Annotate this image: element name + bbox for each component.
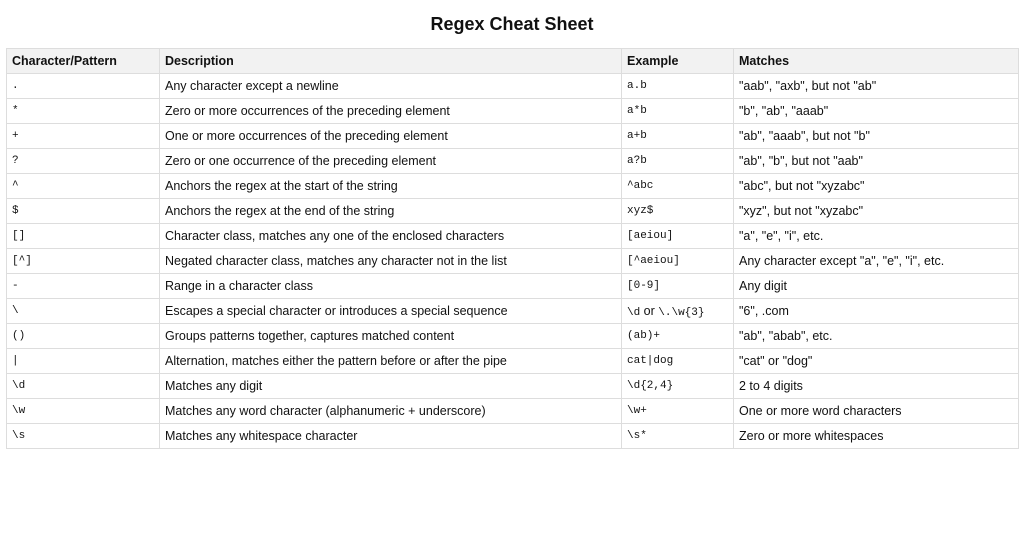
matches-cell: Any character except "a", "e", "i", etc. (734, 249, 1019, 274)
table-row (7, 399, 1019, 424)
pattern-cell: ^ (7, 174, 160, 199)
example-cell: a?b (622, 149, 734, 174)
example-code: \.\w{3} (658, 306, 705, 319)
matches-cell: "b", "ab", "aaab" (734, 99, 1019, 124)
example-cell: \d{2,4} (622, 374, 734, 399)
pattern-cell: \d (7, 374, 160, 399)
description-cell: One or more occurrences of the preceding element (160, 124, 622, 149)
description-cell: Character class, matches any one of the enclosed characters (160, 224, 622, 249)
table-row (7, 424, 1019, 449)
table-row (7, 74, 1019, 99)
table-row (7, 274, 1019, 299)
matches-cell: Zero or more whitespaces (734, 424, 1019, 449)
description-cell: Groups patterns together, captures matched content (160, 324, 622, 349)
example-cell: cat|dog (622, 349, 734, 374)
table-row (7, 149, 1019, 174)
pattern-cell: \w (7, 399, 160, 424)
description-cell: Anchors the regex at the end of the string (160, 199, 622, 224)
column-header-description: Description (160, 49, 622, 74)
regex-table (6, 48, 1019, 449)
description-cell: Range in a character class (160, 274, 622, 299)
matches-cell: "aab", "axb", but not "ab" (734, 74, 1019, 99)
pattern-cell: [^] (7, 249, 160, 274)
pattern-cell: . (7, 74, 160, 99)
example-cell: \s* (622, 424, 734, 449)
example-code: \d (627, 306, 641, 319)
table-body (7, 74, 1019, 449)
description-cell: Any character except a newline (160, 74, 622, 99)
table-row (7, 374, 1019, 399)
example-cell: a*b (622, 99, 734, 124)
example-cell (622, 299, 734, 324)
description-cell: Matches any word character (alphanumeric + underscore) (160, 399, 622, 424)
table-row (7, 124, 1019, 149)
example-cell: [aeiou] (622, 224, 734, 249)
matches-cell: "ab", "aaab", but not "b" (734, 124, 1019, 149)
example-cell: a.b (622, 74, 734, 99)
example-cell: ^abc (622, 174, 734, 199)
matches-cell: "ab", "abab", etc. (734, 324, 1019, 349)
matches-cell: 2 to 4 digits (734, 374, 1019, 399)
example-cell: [0-9] (622, 274, 734, 299)
example-separator: or (640, 303, 659, 318)
description-cell: Negated character class, matches any character not in the list (160, 249, 622, 274)
table-row (7, 324, 1019, 349)
description-cell: Alternation, matches either the pattern before or after the pipe (160, 349, 622, 374)
pattern-cell: | (7, 349, 160, 374)
example-cell: [^aeiou] (622, 249, 734, 274)
description-cell: Anchors the regex at the start of the string (160, 174, 622, 199)
description-cell: Matches any whitespace character (160, 424, 622, 449)
matches-cell: "a", "e", "i", etc. (734, 224, 1019, 249)
example-cell: (ab)+ (622, 324, 734, 349)
pattern-cell: () (7, 324, 160, 349)
description-cell: Escapes a special character or introduces a special sequence (160, 299, 622, 324)
header-row (7, 49, 1019, 74)
pattern-cell: \ (7, 299, 160, 324)
table-row (7, 224, 1019, 249)
table-row (7, 199, 1019, 224)
pattern-cell: $ (7, 199, 160, 224)
table-row (7, 349, 1019, 374)
pattern-cell: - (7, 274, 160, 299)
table-row (7, 174, 1019, 199)
example-cell: \w+ (622, 399, 734, 424)
matches-cell: One or more word characters (734, 399, 1019, 424)
table-row (7, 299, 1019, 324)
table-row (7, 249, 1019, 274)
pattern-cell: * (7, 99, 160, 124)
description-cell: Zero or more occurrences of the preceding element (160, 99, 622, 124)
description-cell: Zero or one occurrence of the preceding element (160, 149, 622, 174)
pattern-cell: \s (7, 424, 160, 449)
example-cell: a+b (622, 124, 734, 149)
matches-cell: "6", .com (734, 299, 1019, 324)
column-header-matches: Matches (734, 49, 1019, 74)
example-cell: xyz$ (622, 199, 734, 224)
description-cell: Matches any digit (160, 374, 622, 399)
pattern-cell: [] (7, 224, 160, 249)
column-header-example: Example (622, 49, 734, 74)
pattern-cell: ? (7, 149, 160, 174)
matches-cell: "abc", but not "xyzabc" (734, 174, 1019, 199)
matches-cell: Any digit (734, 274, 1019, 299)
page-title: Regex Cheat Sheet (430, 14, 594, 34)
column-header-pattern: Character/Pattern (7, 49, 160, 74)
matches-cell: "xyz", but not "xyzabc" (734, 199, 1019, 224)
table-row (7, 99, 1019, 124)
matches-cell: "cat" or "dog" (734, 349, 1019, 374)
matches-cell: "ab", "b", but not "aab" (734, 149, 1019, 174)
pattern-cell: + (7, 124, 160, 149)
table-header (7, 49, 1019, 74)
